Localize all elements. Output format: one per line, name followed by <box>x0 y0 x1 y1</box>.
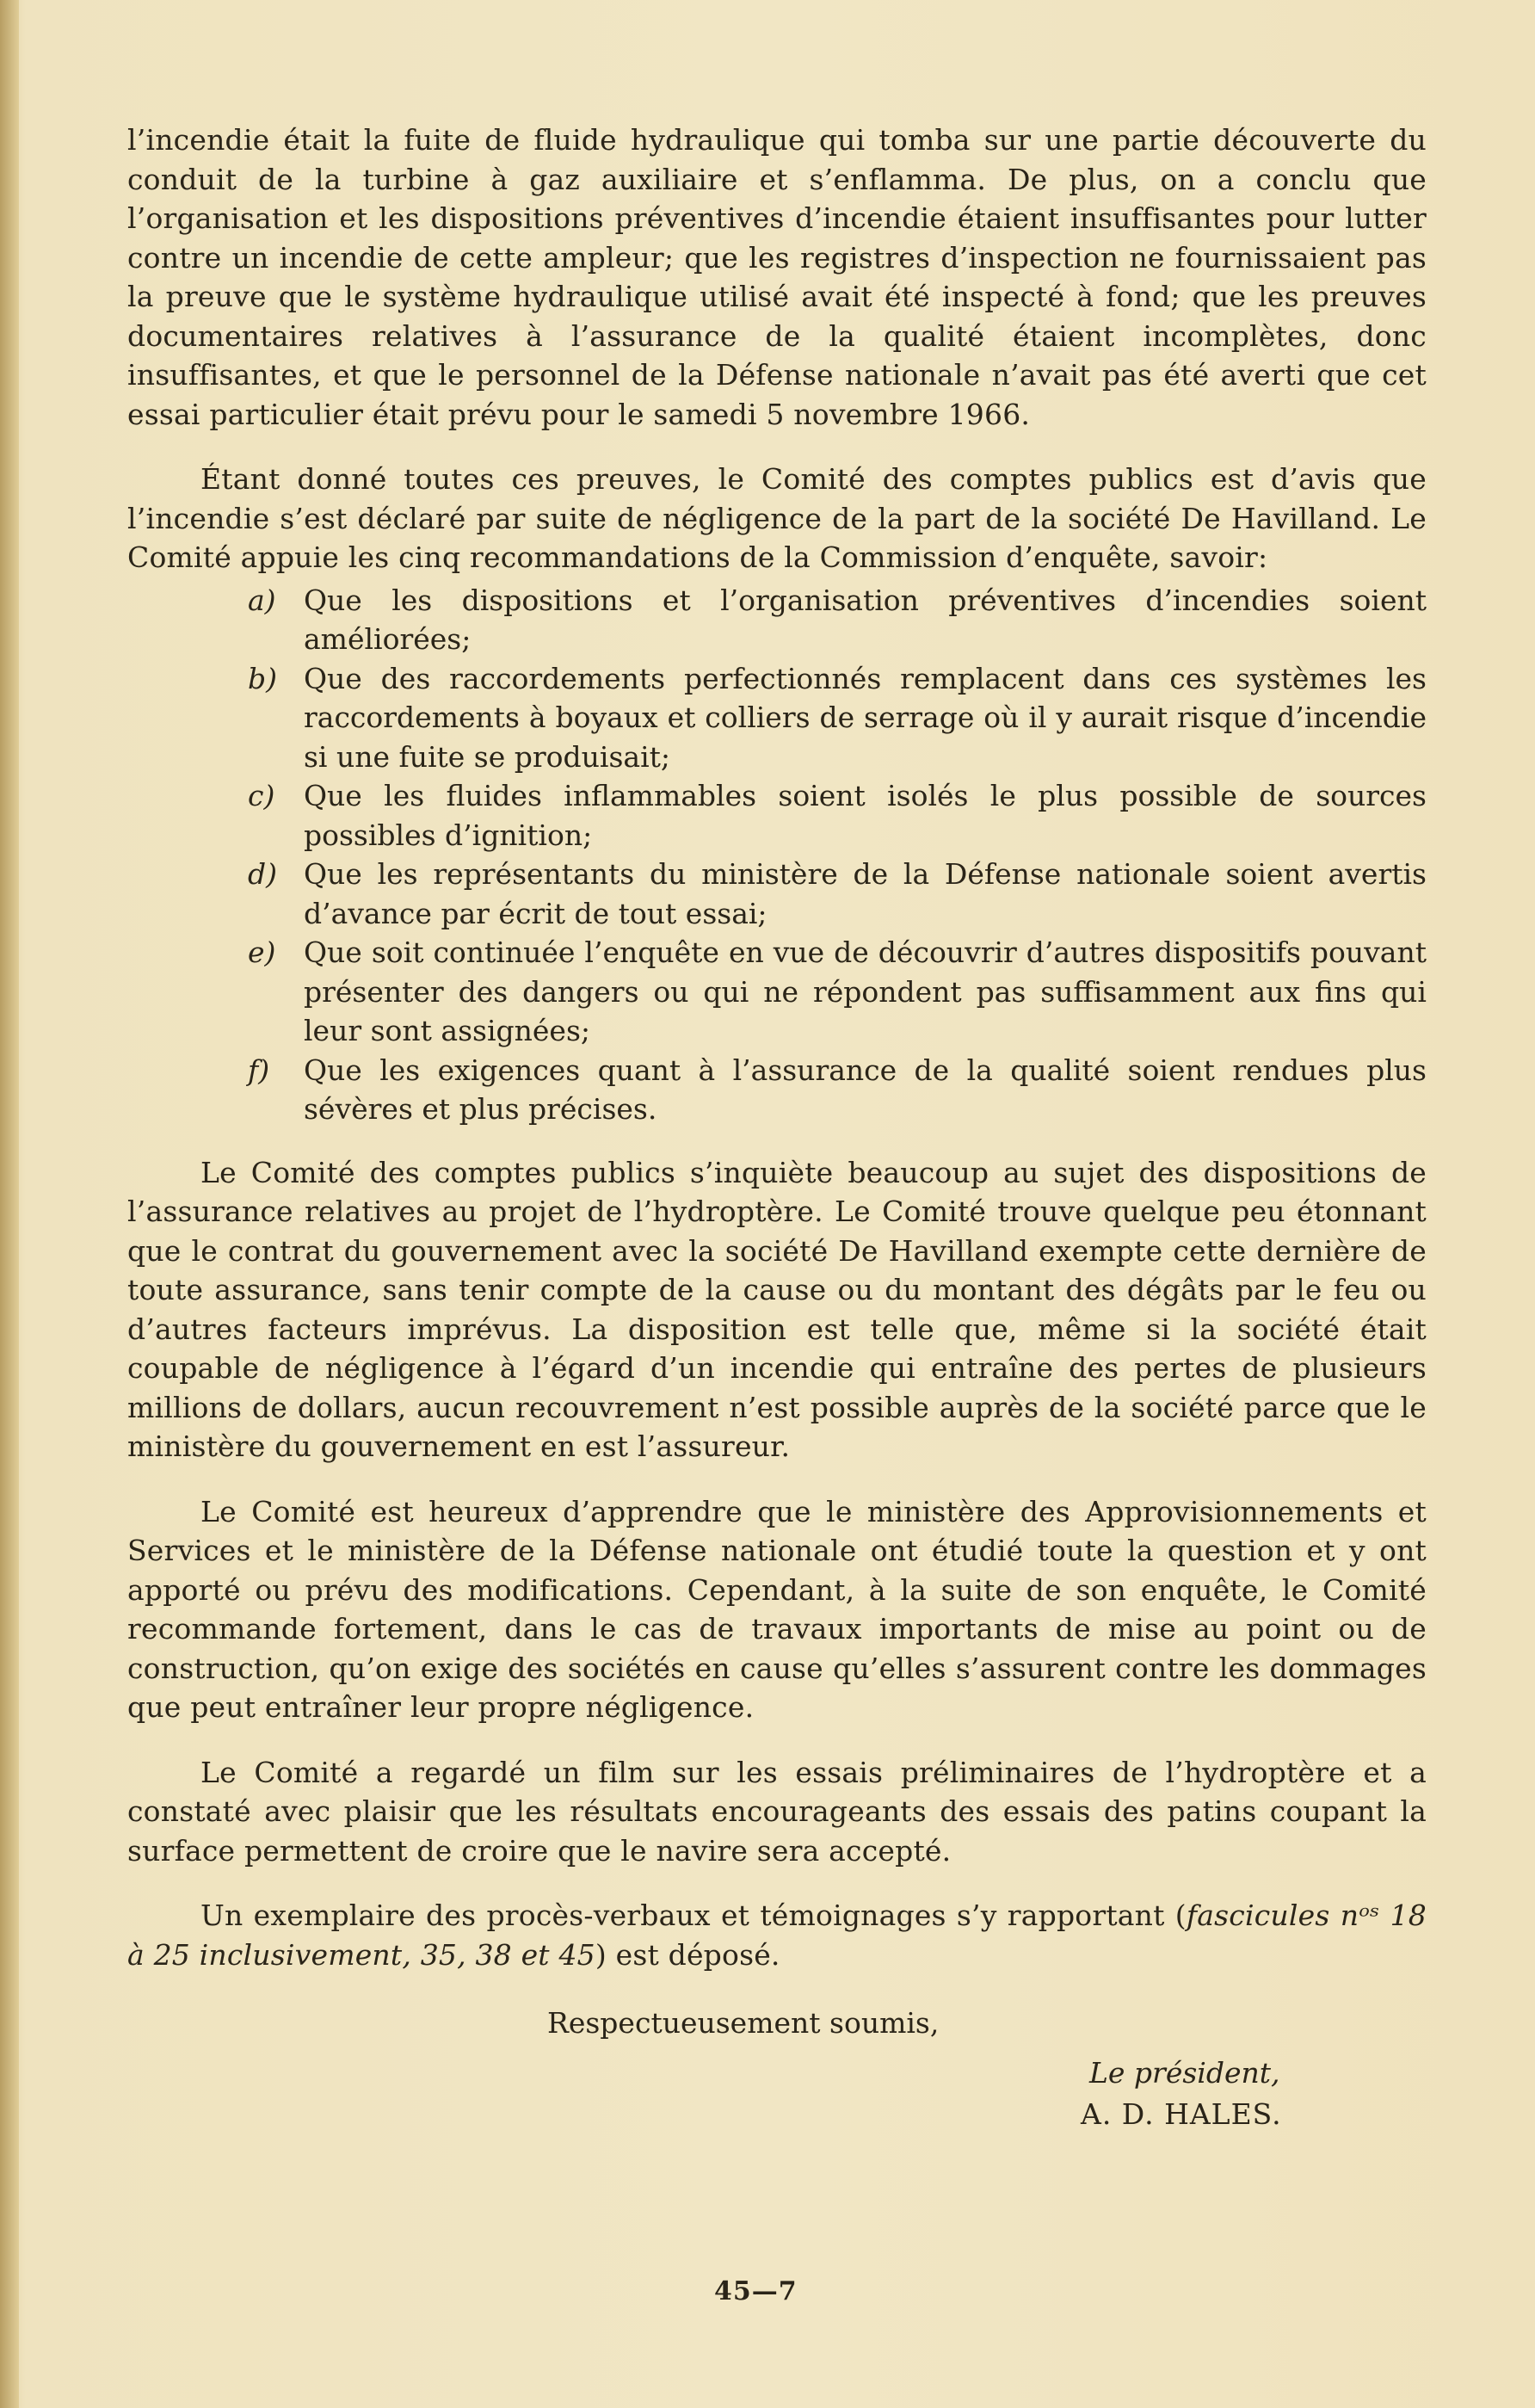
list-item-text: Que les exigences quant à l’assurance de la qualité soient rendues plus sévères et plus précises. <box>304 1053 1427 1126</box>
list-item-text: Que les dispositions et l’organisation préventives d’incendies soient améliorées; <box>304 583 1427 656</box>
intro-paragraph: l’incendie était la fuite de fluide hydraulique qui tomba sur une partie découverte du conduit de la turbine à gaz auxiliaire et s’enflamma. De plus, on a conclu que l’organisation et les dispositions préventives d’incendie étaient insuffisantes pour lutter contre un incendie de cette ampleur; que les registres d’inspection ne fournissaient pas la preuve que le système hydraulique utilisé avait été inspecté à fond; que les preuves documentaires relatives à l’assurance de la qualité étaient incomplètes, donc insuffisantes, et que le personnel de la Défense nationale n’avait pas été averti que cet essai particulier était prévu pour le samedi 5 novembre 1966. <box>127 123 1427 431</box>
list-item-text: Que soit continuée l’enquête en vue de découvrir d’autres dispositifs pouvant présenter des dangers ou qui ne répondent pas suffisamment aux fins qui leur sont assignées; <box>304 935 1427 1047</box>
deposit-text-end: ) est déposé. <box>595 1937 780 1972</box>
page-number: 45—7 <box>714 2276 798 2306</box>
paragraph-deposit <box>127 1896 1427 1974</box>
signatory-title: Le président, <box>1089 2056 1280 2090</box>
paragraph-film: Le Comité a regardé un film sur les essais préliminaires de l’hydroptère et a constaté avec plaisir que les résultats encourageants des essais des patins coupant la surface permettent de croire que le navire sera accepté. <box>127 1755 1427 1868</box>
list-item-text: Que des raccordements perfectionnés remplacent dans ces systèmes les raccordements à boyaux et colliers de serrage où il y aurait risque d’incendie si une fuite se produisait; <box>304 661 1427 774</box>
list-item-text: Que les fluides inflammables soient isolés le plus possible de sources possibles d’ignition; <box>304 779 1427 852</box>
paragraph-recommendation: Le Comité est heureux d’apprendre que le ministère des Approvisionnements et Services et le ministère de la Défense nationale ont étudié toute la question et y ont apporté ou prévu des modifications. Cependant, à la suite de son enquête, le Comité recommande fortement, dans le cas de travaux importants de mise au point ou de construction, qu’on exige des sociétés en cause qu’elles s’assurent contre les dommages que peut entraîner leur propre négligence. <box>127 1494 1427 1724</box>
list-item-letter: f) <box>248 1053 270 1087</box>
recommendation-list <box>127 581 1427 1129</box>
list-item-letter: d) <box>248 857 277 891</box>
list-item <box>127 776 1427 855</box>
list-item-letter: a) <box>248 583 276 617</box>
list-item <box>127 855 1427 933</box>
deposit-text-start: Un exemplaire des procès-verbaux et témoignages s’y rapportant ( <box>200 1899 1187 1932</box>
list-item <box>127 1051 1427 1129</box>
list-item <box>127 659 1427 777</box>
paragraph-conclusion: Étant donné toutes ces preuves, le Comité des comptes publics est d’avis que l’incendie s’est déclaré par suite de négligence de la part de la société De Havilland. Le Comité appuie les cinq recommandations de la Commission d’enquête, savoir: <box>127 462 1427 574</box>
list-item-letter: e) <box>248 935 276 969</box>
document-body <box>127 120 1427 2146</box>
list-item <box>127 581 1427 659</box>
book-spine-shadow <box>0 0 19 2408</box>
signatory-name: A. D. HALES. <box>1081 2097 1282 2131</box>
list-item-text: Que les représentants du ministère de la Défense nationale soient avertis d’avance par écrit de tout essai; <box>304 857 1427 930</box>
closing-block <box>127 2000 1427 2146</box>
list-item-letter: c) <box>248 779 275 812</box>
deposit-fascicules: fascicules nᵒˢ 18 à 25 inclusivement, 35, 38 et 45 <box>127 1899 1427 1972</box>
paragraph-insurance: Le Comité des comptes publics s’inquiète beaucoup au sujet des dispositions de l’assurance relatives au projet de l’hydroptère. Le Comité trouve quelque peu étonnant que le contrat du gouvernement avec la société De Havilland exempte cette dernière de toute assurance, sans tenir compte de la cause ou du montant des dégâts par le feu ou d’autres facteurs imprévus. La disposition est telle que, même si la société était coupable de négligence à l’égard d’un incendie qui entraîne des pertes de plusieurs millions de dollars, aucun recouvrement n’est possible auprès de la société parce que le ministère du gouvernement en est l’assureur. <box>127 1155 1427 1463</box>
list-item <box>127 933 1427 1051</box>
closing-salutation: Respectueusement soumis, <box>547 2006 940 2040</box>
list-item-letter: b) <box>248 661 277 695</box>
